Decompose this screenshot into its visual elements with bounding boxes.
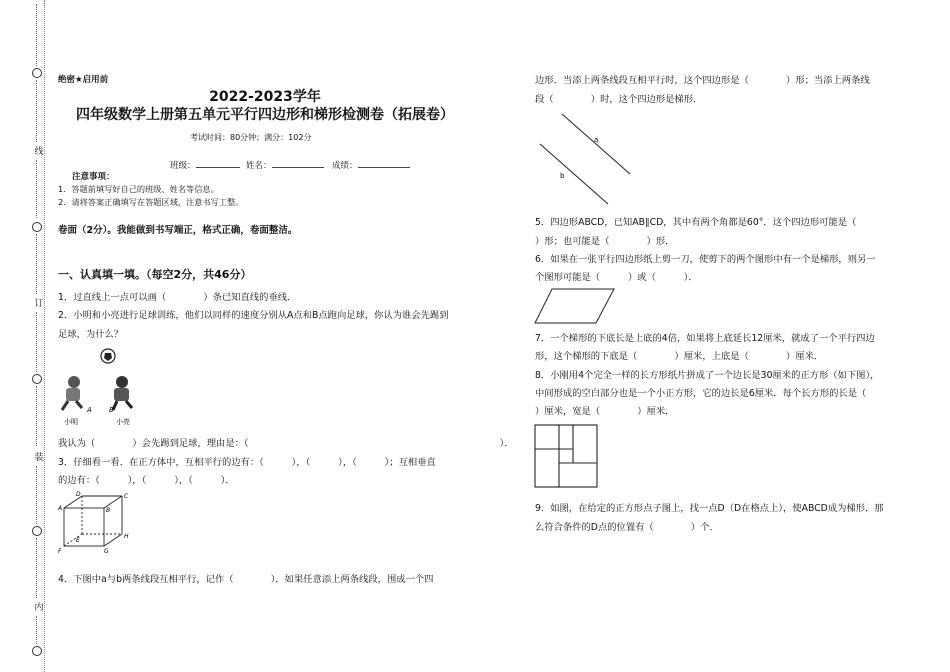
vertex-label: F [58,548,62,555]
binding-hole [32,374,42,384]
gutter-dotted-line [36,312,38,372]
question-2-line1: 2．小明和小亮进行足球训练，他们以同样的速度分别从A点和B点跑向足球，你认为谁会先踢到 [58,310,449,321]
question-8-line3: ）厘米，宽是（ ）厘米． [535,406,675,417]
parallel-lines-figure [534,108,644,208]
exam-info: 考试时间：80分钟；满分：102分 [190,133,312,142]
gutter-dotted-line [36,616,38,644]
question-2-answer: 我认为（ ）会先踢到足球，理由是：（ ）． [58,438,514,449]
section-heading: 一、认真填一填。（每空2分，共46分） [58,268,252,281]
xiaoming-label: 小明 [64,418,78,426]
vertex-label: H [124,533,129,540]
question-8-line2: 中间形成的空白部分也是一个小正方形，它的边长是6厘米．每个长方形的长是（ [535,388,867,399]
question-4-line1: 4．下图中a与b两条线段互相平行，记作（ ）．如果任意添上两条线段，围成一个四 [58,574,434,585]
question-7-line2: 形，这个梯形的下底是（ ）厘米，上底是（ ）厘米． [535,351,824,362]
point-b-label: B [109,406,114,414]
binding-hole [32,526,42,536]
name-field[interactable] [246,158,324,172]
vertex-label: D [76,491,81,498]
name-blank[interactable] [272,158,324,168]
question-7-line1: 7．一个梯形的下底长是上底的4倍，如果将上底延长12厘米，就成了一个平行四边 [535,333,875,344]
point-a-label: A [87,406,92,414]
question-9-line2: 么符合条件的D点的位置有（ ）个． [535,522,719,533]
segment-b [540,144,608,204]
class-field[interactable] [170,158,240,172]
xiaoming-figure [62,376,82,410]
notes-title: 注意事项： [72,172,115,182]
soccer-figure [56,344,156,428]
parallelogram-figure [534,286,616,326]
class-blank[interactable] [196,158,240,168]
name-label: 姓名： [246,161,272,171]
vertex-label: E [76,537,80,544]
question-8-line1: 8．小刚用4个完全一样的长方形纸片拼成了一个边长是30厘米的正方形（如下图）， [535,370,880,381]
question-2-line2: 足球，为什么？ [58,329,124,340]
vertex-label: G [104,548,109,555]
cube-front-face [64,508,104,546]
gutter-char-ding: 订 [34,299,44,309]
vertex-label: A [58,505,63,512]
neatness-note: 卷面（2分）。我能做到书写端正，格式正确，卷面整洁。 [58,225,298,236]
question-5-line2: ）形；也可能是（ ）形． [535,236,675,247]
question-6-line2: 个图形可能是（ ）或（ ）． [535,272,698,283]
notes-item: 1．答题前填写好自己的班级、姓名等信息。 [58,184,219,194]
gutter-char-xian: 线 [34,147,44,157]
notes-item: 2．请将答案正确填写在答题区域，注意书写工整。 [58,197,244,207]
segment-a-label: a [594,136,599,144]
xiaoliang-figure [113,376,132,410]
gutter-dotted-line [36,80,38,142]
question-3-line2: 的边有：（ ），（ ），（ ）． [58,475,235,486]
gutter-dotted-line [36,538,38,598]
question-3-line1: 3．仔细看一看．在正方体中，互相平行的边有：（ ），（ ），（ ）；互相垂直 [58,457,436,468]
xiaoliang-label: 小亮 [116,418,130,426]
gutter-dotted-line [36,386,38,446]
question-9-line1: 9．如图，在给定的正方形点子图上，找一点D（D在格点上），使ABCD成为梯形．那 [535,503,884,514]
gutter-dotted-line [36,466,38,524]
parallelogram-shape [535,289,614,323]
secret-label: 绝密★启用前 [58,75,109,85]
question-4-line3: 段（ ）时，这个四边形是梯形． [535,94,703,105]
question-5-line1: 5．四边形ABCD，已知AB∥CD，其中有两个角都是60°．这个四边形可能是（ [535,217,857,228]
school-year: 2022-2023学年 [209,89,321,105]
score-blank[interactable] [358,158,410,168]
vertex-label: B [106,507,111,514]
question-1: 1．过直线上一点可以画（ ）条已知直线的垂线． [58,292,297,303]
class-label: 班级： [170,161,196,171]
outer-square [535,425,597,487]
vertex-label: C [124,493,129,500]
binding-hole [32,646,42,656]
score-label: 成绩： [332,161,358,171]
score-field[interactable] [332,158,410,172]
page-title: 四年级数学上册第五单元平行四边形和梯形检测卷（拓展卷） [76,107,454,123]
gutter-dotted-line [36,160,38,218]
question-4-line2: 边形．当添上两条线段互相平行时，这个四边形是（ ）形；当添上两条线 [535,75,870,86]
gutter-dotted-line [36,4,38,66]
binding-hole [32,68,42,78]
question-6-line1: 6．如果在一张平行四边形纸上剪一刀，使剪下的两个图形中有一个是梯形，则另一 [535,254,876,265]
cube-figure [56,490,136,556]
segment-b-label: b [560,172,565,180]
square-rectangles-figure [534,424,600,490]
gutter-char-nei: 内 [34,603,44,613]
gutter-dotted-line [36,234,38,294]
gutter-char-zhuang: 装 [34,453,44,463]
segment-a [562,114,630,174]
binding-hole [32,222,42,232]
